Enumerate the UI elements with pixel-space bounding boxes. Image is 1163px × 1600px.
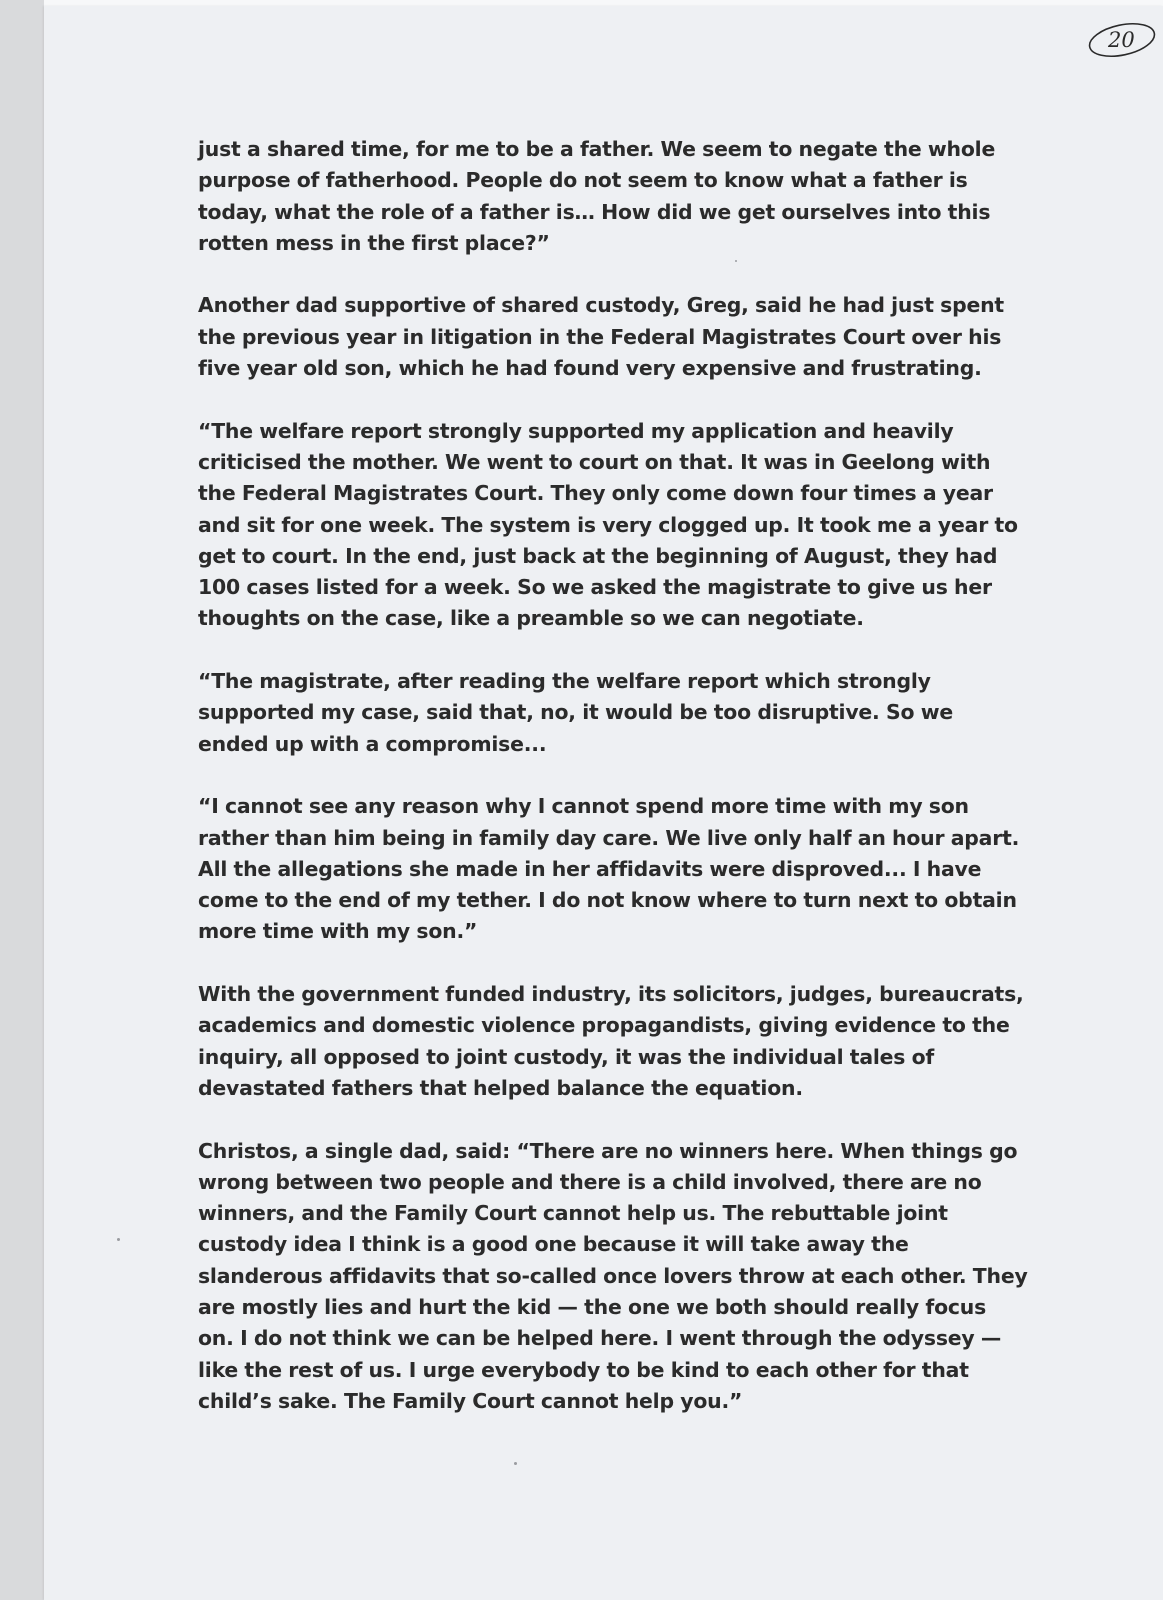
page-number-text: 20: [1108, 28, 1135, 52]
article-body: [198, 134, 1028, 1417]
handwritten-page-number: [1086, 20, 1158, 60]
paragraph-6: With the government funded industry, its solicitors, judges, bureaucrats, academics and domestic violence propagandists, giving evidence to the inquiry, all opposed to joint custody, it was the individual tales of devastated fathers that helped balance the equation.: [198, 982, 1024, 1100]
paragraph-5: “I cannot see any reason why I cannot spend more time with my son rather than him being in family day care. We live only half an hour apart. All the allegations she made in her affidavits were disproved... I have come to the end of my tether. I do not know where to turn next to obtain more time with my son.”: [198, 794, 1020, 944]
paragraph-1: just a shared time, for me to be a father. We seem to negate the whole purpose of fatherhood. People do not seem to know what a father is today, what the role of a father is… How did we get ourselves into this rotten mess in the first place?”: [198, 137, 996, 255]
paragraph-7: Christos, a single dad, said: “There are no winners here. When things go wrong between two people and there is a child involved, there are no winners, and the Family Court cannot help us. The rebuttable joint custody idea I think is a good one because it will take away the slanderous affidavits that so-called once lovers throw at each other. They are mostly lies and hurt the kid — the one we both should really focus on. I do not think we can be helped here. I went through the odyssey — like the rest of us. I urge everybody to be kind to each other for that child’s sake. The Family Court cannot help you.”: [198, 1138, 1028, 1413]
scan-speck: [514, 1462, 517, 1465]
paragraph-2: Another dad supportive of shared custody, Greg, said he had just spent the previous year in litigation in the Federal Magistrates Court over his five year old son, which he had found very expensive and frustrating.: [198, 293, 1004, 381]
paragraph-3: “The welfare report strongly supported my application and heavily criticised the mother. We went to court on that. It was in Geelong with the Federal Magistrates Court. They only come down four times a year and sit for one week. The system is very clogged up. It took me a year to get to court. In the end, just back at the beginning of August, they had 100 cases listed for a week. So we asked the magistrate to give us her thoughts on the case, like a preamble so we can negotiate.: [198, 418, 1018, 631]
scan-speck: [735, 260, 737, 262]
scan-speck: [117, 1238, 120, 1241]
circled-number-icon: [1086, 20, 1158, 60]
paragraph-4: “The magistrate, after reading the welfare report which strongly supported my case, said that, no, it would be too disruptive. So we ended up with a compromise...: [198, 669, 953, 756]
